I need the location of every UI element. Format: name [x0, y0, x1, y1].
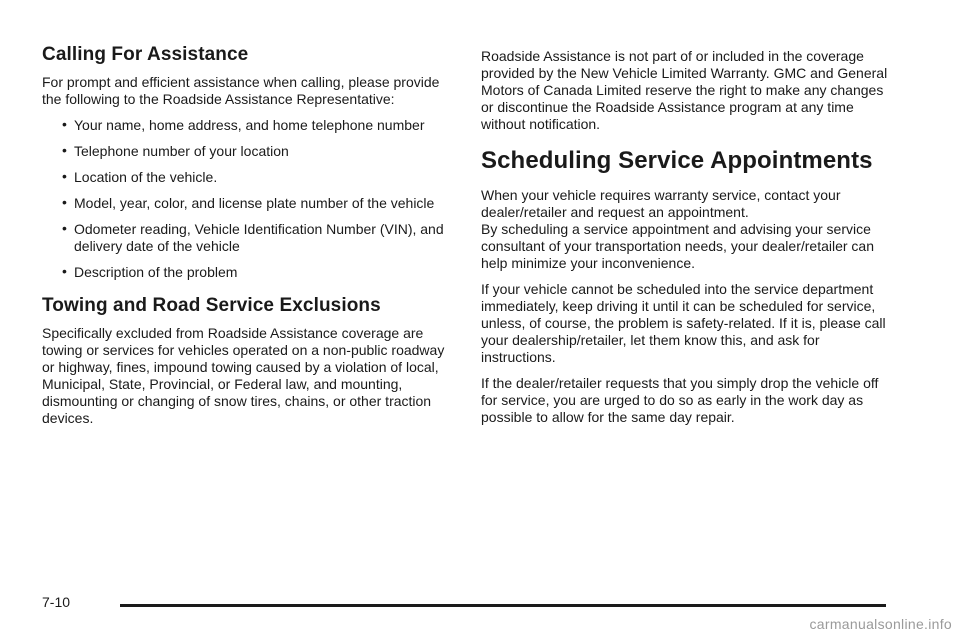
- list-item: [42, 221, 454, 255]
- scheduling-heading: Scheduling Service Appointments: [481, 147, 873, 174]
- page-number: 7-10: [42, 594, 71, 610]
- list-item: [42, 195, 454, 212]
- warranty-note: Roadside Assistance is not part of or included in the coverage provided by the New Vehicle Limited Warranty. GMC and General Motors of Canada Limited reserve the right to make any changes or discontinue the Roadside Assistance program at any time without notification.: [481, 48, 888, 132]
- list-item-text: Model, year, color, and license plate number of the vehicle: [74, 195, 435, 211]
- watermark-text: carmanualsonline.info: [809, 616, 952, 632]
- bullet-icon: •: [62, 194, 67, 210]
- list-item: [42, 143, 454, 160]
- list-item: [42, 169, 454, 186]
- scheduling-paragraph-1b: By scheduling a service appointment and advising your service consultant of your transportation needs, your dealer/retailer can help minimize your inconvenience.: [481, 221, 875, 271]
- bullet-icon: •: [62, 142, 67, 158]
- bullet-icon: •: [62, 116, 67, 132]
- list-item-text: Your name, home address, and home telephone number: [74, 117, 425, 133]
- list-item-text: Telephone number of your location: [74, 143, 289, 159]
- bullet-icon: •: [62, 168, 67, 184]
- calling-heading: Calling For Assistance: [42, 44, 249, 65]
- scheduling-paragraph-1a: When your vehicle requires warranty service, contact your dealer/retailer and request an appointment.: [481, 187, 841, 220]
- bullet-icon: •: [62, 263, 67, 279]
- calling-intro: For prompt and efficient assistance when calling, please provide the following to the Roadside Assistance Representative:: [42, 74, 440, 107]
- bullet-list: [42, 117, 454, 281]
- list-item-text: Odometer reading, Vehicle Identification Number (VIN), and delivery date of the vehicle: [74, 221, 444, 254]
- list-item: [42, 264, 454, 281]
- list-item: [42, 117, 454, 134]
- towing-text: Specifically excluded from Roadside Assistance coverage are towing or services for vehicles operated on a non-public roadway or highway, fines, impound towing caused by a violation of local, Municipal, State, Provincial, or Federal law, and mounting, dismounting or changing of snow tires, chains, or other traction devices.: [42, 325, 445, 426]
- scheduling-paragraph-3: If the dealer/retailer requests that you simply drop the vehicle off for service, you are urged to do so as early in the work day as possible to allow for the same day repair.: [481, 375, 879, 425]
- scheduling-paragraph-2: If your vehicle cannot be scheduled into the service department immediately, keep driving it until it can be scheduled for service, unless, of course, the problem is safety-related. If it is, please call your dealership/retailer, let them know this, and ask for instructions.: [481, 281, 886, 365]
- footer-rule: [120, 604, 886, 607]
- towing-heading: Towing and Road Service Exclusions: [42, 295, 381, 316]
- right-column: [481, 48, 891, 435]
- list-item-text: Description of the problem: [74, 264, 238, 280]
- bullet-icon: •: [62, 220, 67, 236]
- left-column: [42, 44, 454, 436]
- list-item-text: Location of the vehicle.: [74, 169, 218, 185]
